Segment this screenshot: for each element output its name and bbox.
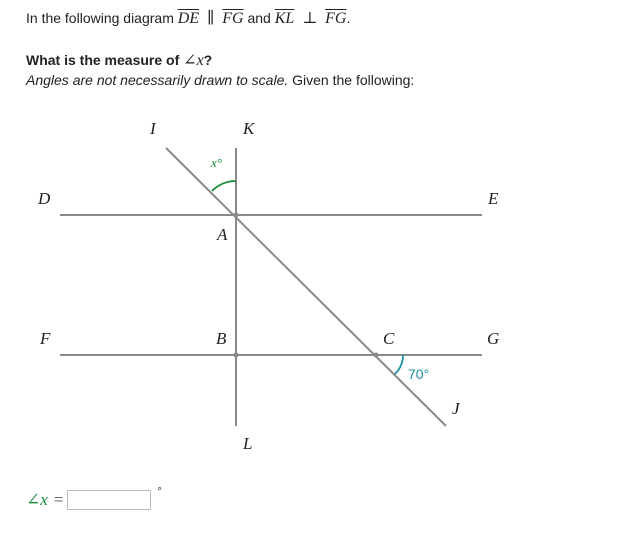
label-f: F (40, 329, 51, 348)
label-i: I (150, 119, 156, 138)
line-ij (166, 148, 446, 426)
perpendicular-symbol: ⊥ (302, 10, 318, 27)
scale-note-rest: Given the following: (292, 72, 415, 88)
parallel-symbol: ∥ (206, 10, 215, 27)
angle-x-arc (212, 181, 236, 191)
segment-kl: $\overline{KL}$ (274, 10, 295, 27)
segment-de: $\overline{DE}$ (177, 10, 200, 27)
label-e: E (488, 189, 499, 208)
answer-equals: = (53, 490, 64, 509)
answer-variable: ∠x (26, 490, 48, 509)
question-mark: ? (203, 52, 213, 68)
question-angle: ∠x (183, 52, 204, 69)
label-j: J (452, 399, 460, 418)
prompt-conjunction: and (247, 10, 271, 26)
prompt-lead: In the following diagram (26, 10, 174, 26)
segment-fg: $\overline{FG}$ (222, 10, 244, 27)
label-g: G (487, 329, 500, 348)
question-text: What is the measure of (26, 52, 180, 68)
angle-x-label: x° (211, 155, 222, 170)
answer-row (26, 486, 162, 510)
label-b: B (216, 329, 227, 348)
segment-fg-2: $\overline{FG}$ (325, 10, 347, 27)
angle-70-arc (395, 355, 403, 374)
angle-70-label: 70° (408, 366, 430, 382)
point-a-dot (234, 213, 239, 218)
prompt-period: . (346, 10, 351, 26)
degree-symbol: ° (157, 486, 162, 498)
answer-input[interactable] (67, 490, 151, 510)
label-l: L (243, 434, 253, 453)
label-k: K (243, 119, 255, 138)
point-c-dot (374, 353, 379, 358)
scale-note-italic: Angles are not necessarily drawn to scale. (26, 72, 289, 88)
label-a: A (217, 225, 228, 244)
label-d: D (38, 189, 51, 208)
point-b-dot (234, 353, 239, 358)
label-c: C (383, 329, 395, 348)
